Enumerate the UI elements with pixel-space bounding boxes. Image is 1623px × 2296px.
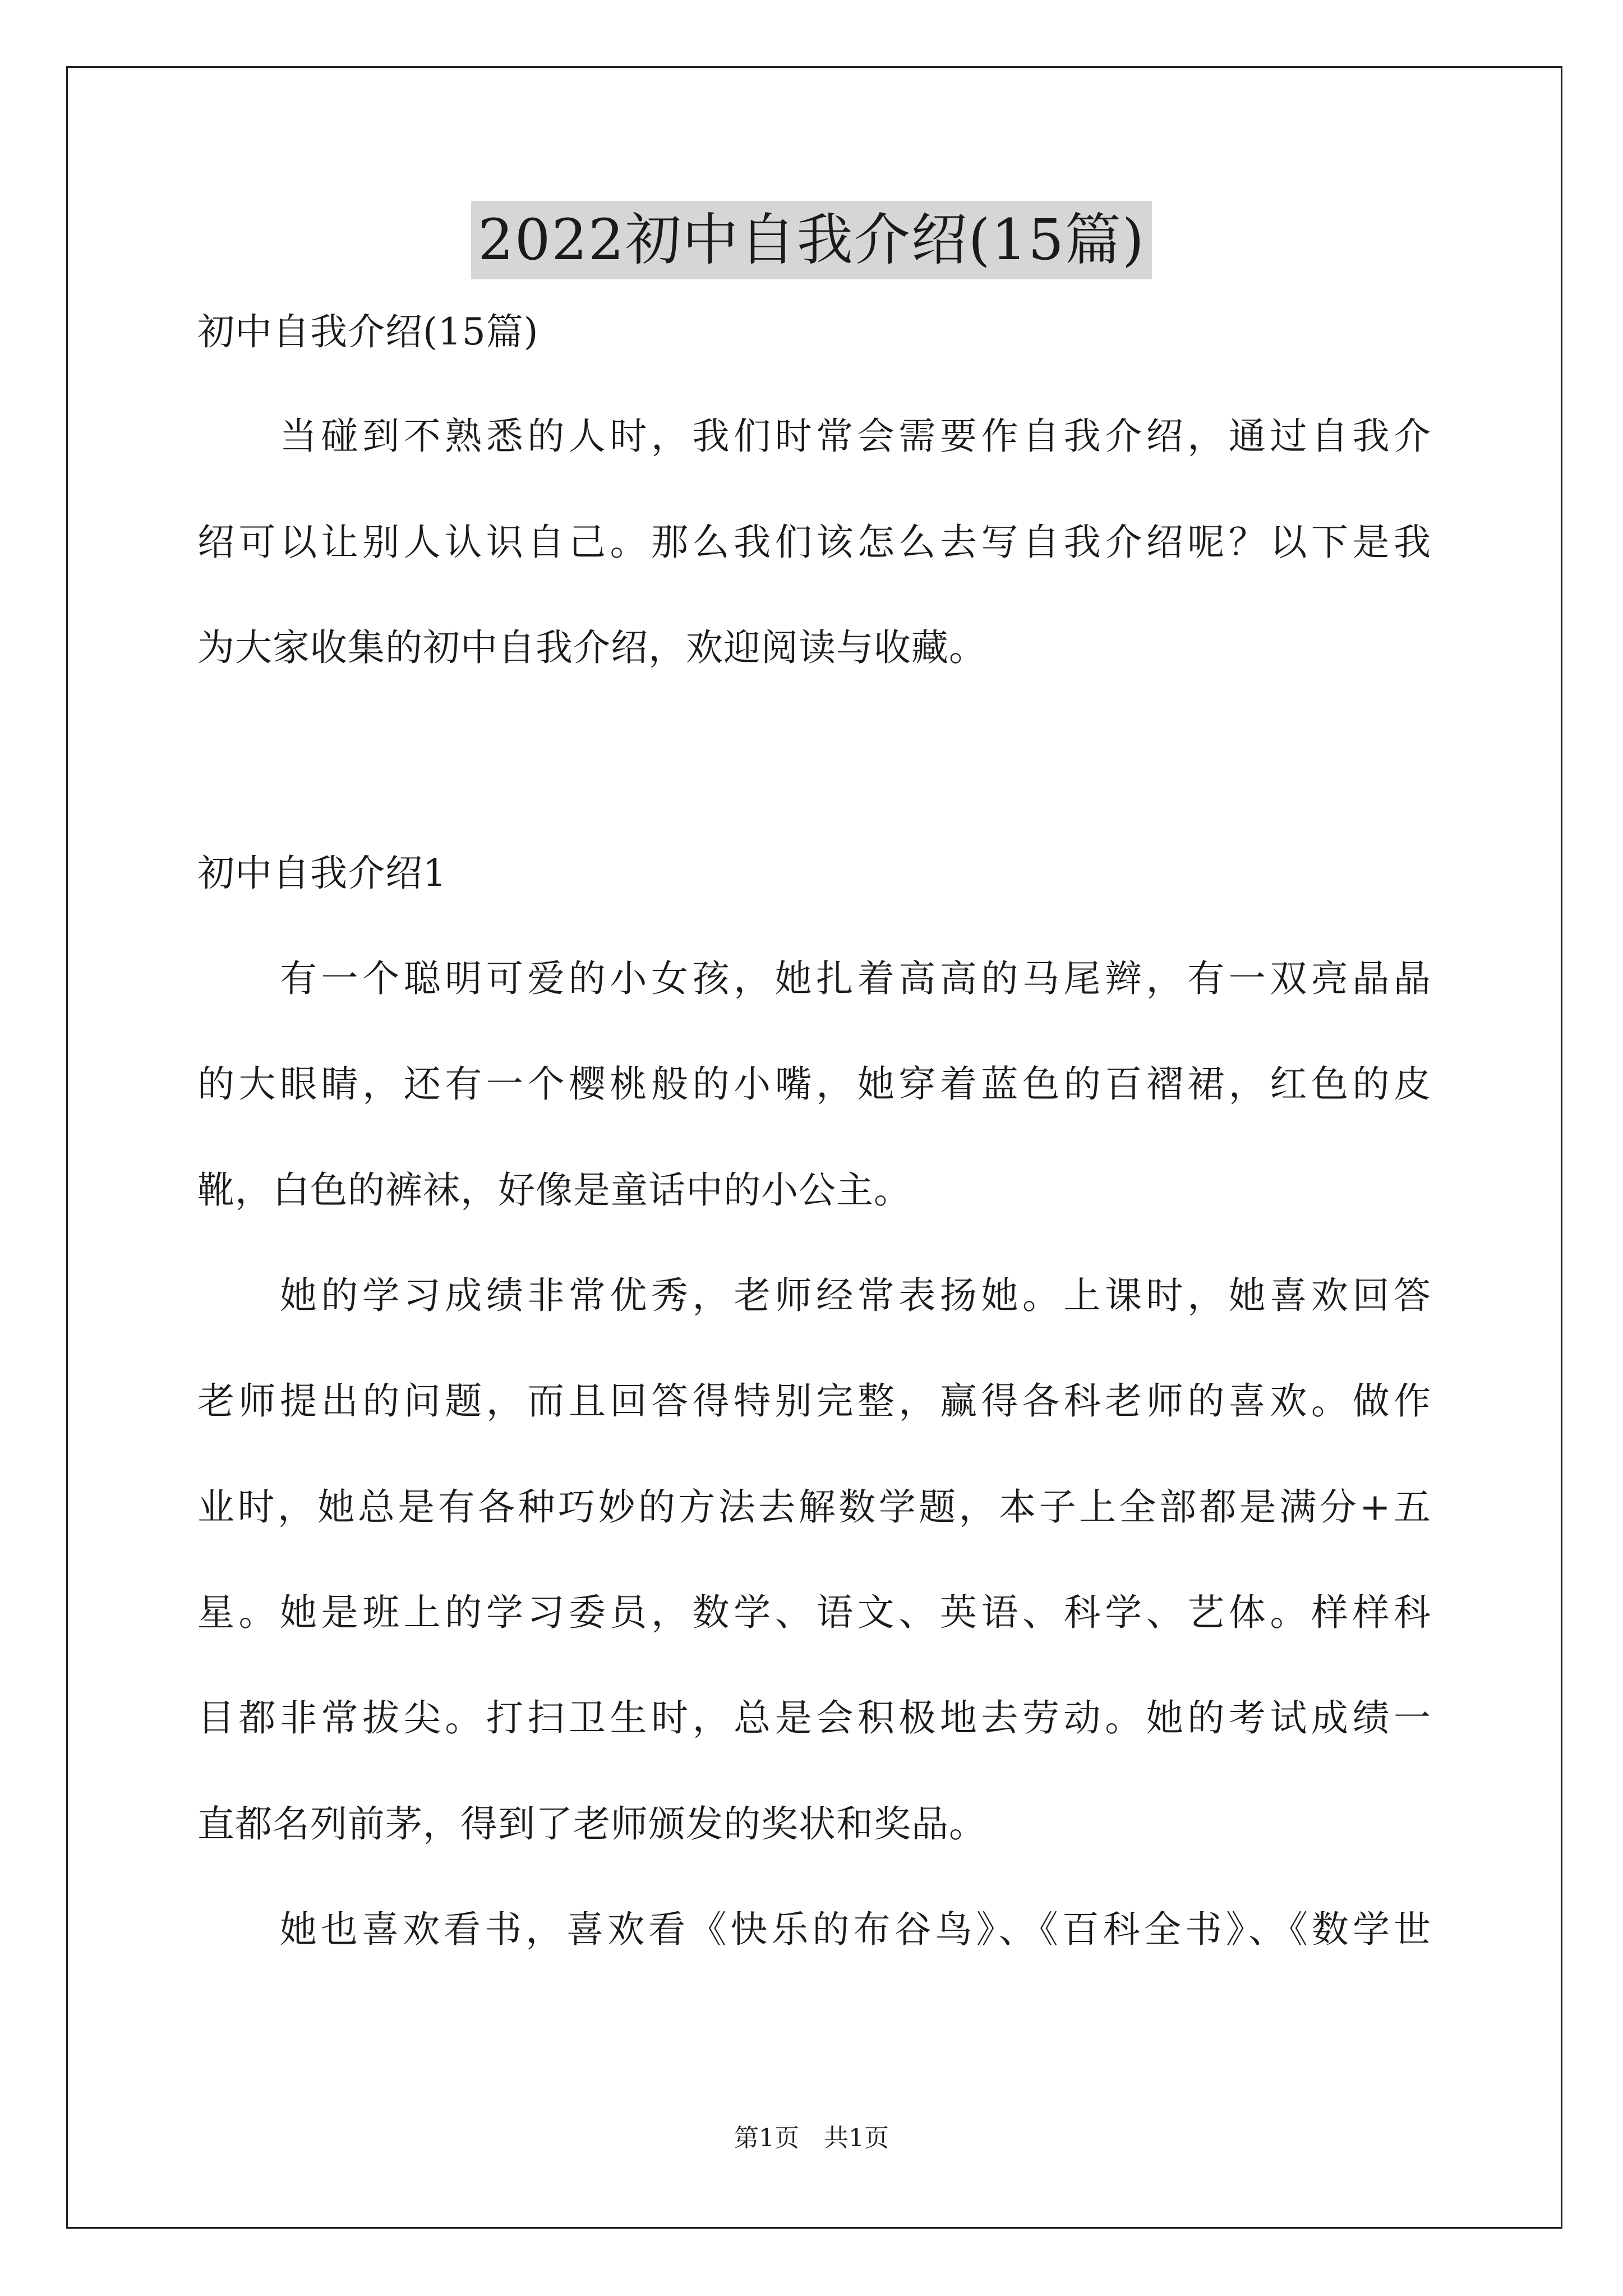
para1-line-1: 有一个聪明可爱的小女孩，她扎着高高的马尾辫，有一双亮晶晶 xyxy=(280,957,1431,1000)
para2-line-5: 目都非常拔尖。打扫卫生时，总是会积极地去劳动。她的考试成绩一 xyxy=(197,1696,1431,1740)
para2-line-3: 业时，她总是有各种巧妙的方法去解数学题，本子上全部都是满分+五 xyxy=(197,1485,1431,1529)
document-title: 2022初中自我介绍(15篇) xyxy=(471,201,1152,279)
para2-line-4: 星。她是班上的学习委员，数学、语文、英语、科学、艺体。样样科 xyxy=(197,1591,1431,1634)
intro-line-2: 绍可以让别人认识自己。那么我们该怎么去写自我介绍呢？以下是我 xyxy=(197,521,1431,564)
page-footer: 第1页 共1页 xyxy=(734,2124,889,2152)
para1-line-3: 靴，白色的裤袜，好像是童话中的小公主。 xyxy=(197,1168,911,1212)
para2-line-1: 她的学习成绩非常优秀，老师经常表扬她。上课时，她喜欢回答 xyxy=(280,1274,1431,1317)
title-container xyxy=(0,201,1623,279)
intro-line-1: 当碰到不熟悉的人时，我们时常会需要作自我介绍，通过自我介 xyxy=(280,415,1431,458)
para2-line-6: 直都名列前茅，得到了老师颁发的奖状和奖品。 xyxy=(197,1802,986,1846)
para2-line-2: 老师提出的问题，而且回答得特别完整，赢得各科老师的喜欢。做作 xyxy=(197,1379,1431,1423)
intro-line-3: 为大家收集的初中自我介绍，欢迎阅读与收藏。 xyxy=(197,626,986,669)
para1-line-2: 的大眼睛，还有一个樱桃般的小嘴，她穿着蓝色的百褶裙，红色的皮 xyxy=(197,1062,1431,1106)
subtitle: 初中自我介绍(15篇) xyxy=(197,310,539,353)
section-heading: 初中自我介绍1 xyxy=(197,852,447,895)
para3-line-1: 她也喜欢看书，喜欢看《快乐的布谷鸟》、《百科全书》、《数学世 xyxy=(280,1908,1431,1951)
